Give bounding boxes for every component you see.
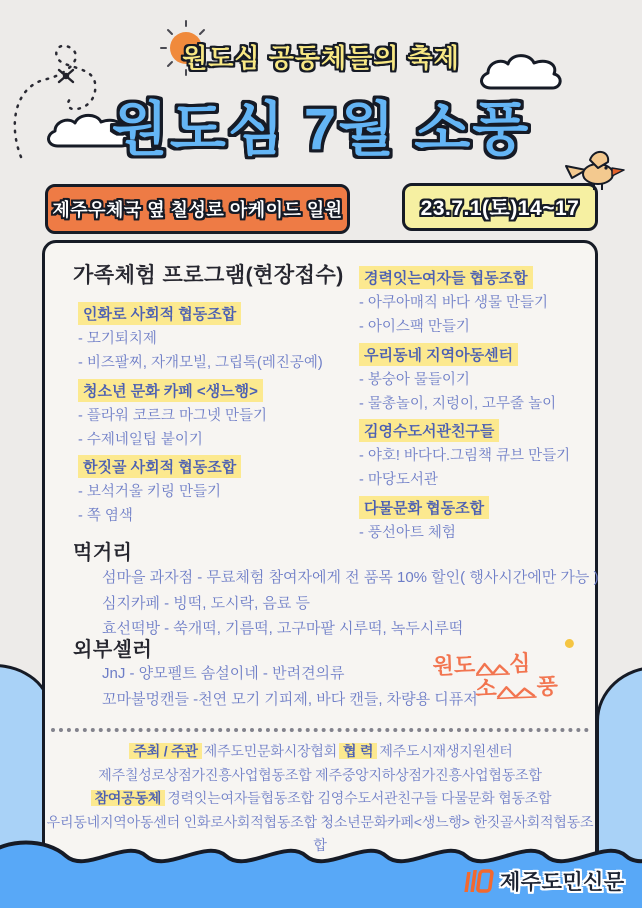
publisher-logo	[462, 866, 625, 896]
newspaper-logo-icon	[462, 866, 494, 896]
event-logo	[432, 650, 594, 702]
food-item: 섬마을 과자점 - 무료체험 참여자에게 전 품목 10% 할인( 행사시간에만 가능 )	[102, 569, 599, 586]
program-group-row	[78, 379, 370, 402]
credit-text: 우리동네지역아동센터 인화로사회적협동조합 청소년문화카페<생느행> 한짓골사회적협동조합	[46, 813, 594, 853]
credit-label: 협 력	[339, 743, 377, 759]
program-left-column	[78, 299, 370, 529]
program-group-name: 인화로 사회적 협동조합	[78, 302, 241, 325]
poster-title: 원도심 7월 소풍	[111, 97, 531, 162]
program-group-name: 청소년 문화 카페 <생느행>	[78, 379, 263, 402]
poster-subtitle: 원도심 공동체들의 축제	[182, 43, 460, 73]
event-logo-text: 심	[508, 650, 531, 677]
program-group-row	[359, 419, 597, 442]
food-item: 심지카페 - 빙떡, 도시락, 음료 등	[102, 594, 311, 612]
program-item: - 물총놀이, 지렁이, 고무줄 놀이	[359, 395, 557, 412]
credit-line	[45, 787, 595, 811]
credit-text: 제주도민문화시장협회	[203, 743, 338, 759]
event-logo-text: 원도	[432, 652, 476, 679]
sellers-heading: 외부셀러	[73, 639, 153, 661]
sellers-list	[102, 661, 478, 713]
sun-dot-icon	[565, 639, 574, 648]
event-logo-text: 풍	[536, 673, 559, 700]
program-item: - 아쿠아매직 바다 생물 만들기	[359, 295, 549, 311]
credit-line	[45, 764, 595, 788]
program-item: - 야호! 바다다.그림책 큐브 만들기	[359, 448, 571, 465]
food-item: 효선떡방 - 쑥개떡, 기름떡, 고구마팥 시루떡, 녹두시루떡	[102, 620, 464, 637]
credit-text: 제주도시재생지원센터	[379, 743, 513, 759]
program-item: - 풍선아트 체험	[359, 524, 456, 541]
credit-text: 경력잇는여자들협동조합 김영수도서관친구들 다물문화 협동조합	[167, 790, 552, 806]
location-badge	[45, 184, 350, 234]
program-group-row	[78, 302, 370, 325]
bird-icon	[560, 146, 626, 192]
dotted-divider	[51, 728, 589, 732]
program-item: - 수제네일팁 붙이기	[78, 431, 203, 448]
program-group-name: 김영수도서관친구들	[359, 419, 499, 442]
program-item: - 모기퇴치제	[78, 331, 157, 347]
seller-item: 꼬마불멍캔들 -천연 모기 기피제, 바다 캔들, 차량용 디퓨저	[102, 691, 478, 708]
food-list	[102, 565, 599, 642]
publisher-name: 제주도민신문	[500, 871, 625, 894]
program-item: - 아이스팩 만들기	[359, 319, 470, 336]
program-item: - 플라워 코르크 마그넷 만들기	[78, 407, 268, 424]
credit-label: 참여공동체	[91, 790, 166, 806]
program-item: - 보석거울 키링 만들기	[78, 484, 221, 501]
event-logo-text: 소	[474, 675, 498, 702]
event-logo-line1	[432, 650, 593, 678]
program-item: - 봉숭아 물들이기	[359, 371, 470, 388]
location-badge-label: 제주우체국 옆 칠성로 아케이드 일원	[52, 200, 343, 220]
cloud-icon	[478, 50, 564, 94]
credit-line	[45, 740, 595, 764]
program-group-name: 한짓골 사회적 협동조합	[78, 455, 241, 478]
program-group-name: 다물문화 협동조합	[359, 496, 489, 519]
mountain-doodle-icon	[475, 659, 510, 676]
program-group-name: 경력잇는여자들 협동조합	[359, 266, 533, 289]
program-group-row	[359, 496, 597, 519]
program-group-row	[78, 455, 370, 478]
seller-item: JnJ - 양모펠트 솜설이네 - 반려견의류	[102, 665, 345, 682]
program-item: - 쪽 염색	[78, 508, 133, 525]
program-heading: 가족체험 프로그램(현장접수)	[73, 264, 344, 287]
datetime-badge-label: 23.7.1(토)14~17	[420, 197, 580, 220]
program-group-name: 우리동네 지역아동센터	[359, 343, 518, 366]
mountain-doodle-icon	[497, 682, 538, 699]
program-item: - 마당도서관	[359, 472, 438, 489]
program-group-row	[359, 266, 597, 289]
food-heading: 먹거리	[73, 542, 133, 564]
program-card	[42, 240, 598, 876]
event-logo-line2	[475, 674, 594, 700]
program-item: - 비즈팔찌, 자개모빌, 그립톡(레진공예)	[78, 355, 323, 372]
program-group-row	[359, 343, 597, 366]
credit-label: 주최 / 주관	[129, 743, 201, 759]
program-right-column	[359, 263, 597, 545]
credit-text: 제주칠성로상점가진흥사업협동조합 제주중앙지하상점가진흥사업협동조합	[98, 766, 542, 783]
